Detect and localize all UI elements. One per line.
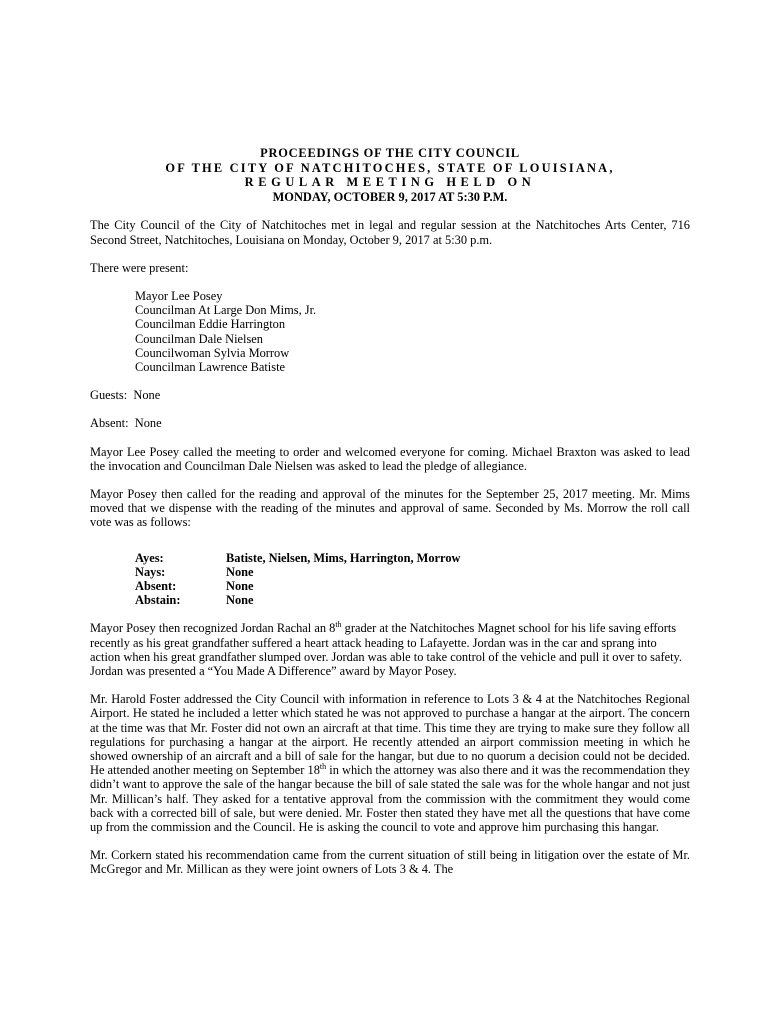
vote-label: Absent: (135, 579, 177, 594)
vote-value: None (226, 593, 254, 608)
jordan-text-end: grader at the Natchitoches Magnet school for his life saving efforts recently as his great grandfather suffered a heart attack heading to Lafayette. Jordan was in the car and sprang into action when his great grandfather slumped over. Jordan was able to take control of the vehicle and pull it over to safety. Jordan was presented a “You Made A Difference” award by Mayor Posey. (90, 621, 683, 679)
ordinal-suffix: th (335, 620, 342, 630)
jordan-paragraph (90, 621, 690, 678)
present-item: Councilman At Large Don Mims, Jr. (135, 303, 317, 318)
foster-text-start: Mr. Harold Foster addressed the City Council with information in reference to Lots 3 & 4 at the Natchitoches Regional Airport. He stated he included a letter which stated he was not approved to purchase a hangar at the airport. The concern at the time was that Mr. Foster did not own an aircraft at that time. This time they are trying to make sure they follow all regulations for purchasing a hangar at the airport. He recently attended an airport commission meeting in which he showed ownership of an aircraft and a bill of sale for the hangar, but due to no quorum a decision could not be decided. He attended another meeting on September 18 (90, 692, 690, 778)
foster-text-end: in which the attorney was also there and it was the recommendation they didn’t want to approve the sale of the hangar because the bill of sale stated the sale was for the whole hangar and not just Mr. Millican’s half. They asked for a tentative approval from the commission with the commitment they would come back with a corrected bill of sale, but were denied. Mr. Foster then stated they have met all the questions that have come up from the commission and the Council. He is asking the council to vote and approve him purchasing this hangar. (90, 763, 690, 835)
present-item: Councilman Dale Nielsen (135, 331, 264, 346)
present-label: There were present: (90, 260, 189, 275)
vote-value: Batiste, Nielsen, Mims, Harrington, Morrow (226, 550, 461, 565)
heading-line-4: MONDAY, OCTOBER 9, 2017 AT 5:30 P.M. (272, 189, 508, 204)
present-item: Mayor Lee Posey (135, 288, 223, 303)
vote-row-nays (135, 565, 690, 579)
vote-row-abstain (135, 593, 690, 607)
vote-row-ayes (135, 551, 690, 565)
ordinal-suffix: th (319, 762, 327, 772)
present-item: Councilman Lawrence Batiste (135, 360, 286, 374)
vote-label: Ayes: (135, 550, 164, 565)
guests-line: Guests: None (90, 388, 161, 403)
foster-paragraph (90, 692, 690, 834)
call-to-order-paragraph: Mayor Lee Posey called the meeting to order and welcomed everyone for coming. Michael Braxton was asked to lead the invocation and Councilman Dale Nielsen was asked to lead the pledge of allegiance. (90, 444, 690, 473)
vote-value: None (226, 579, 254, 594)
present-item: Councilman Eddie Harrington (135, 317, 286, 332)
heading-line-1: PROCEEDINGS OF THE CITY COUNCIL (260, 146, 520, 160)
corkern-paragraph: Mr. Corkern stated his recommendation came from the current situation of still being in litigation over the estate of Mr. McGregor and Mr. Millican as they were joint owners of Lots 3 & 4. The (90, 848, 690, 877)
document-page (90, 146, 690, 891)
vote-row-absent (135, 579, 690, 593)
heading-line-3: REGULAR MEETING HELD ON (244, 175, 536, 190)
heading-line-2: OF THE CITY OF NATCHITOCHES, STATE OF LOUISIANA, (165, 160, 615, 175)
present-list (135, 289, 690, 374)
vote-label: Abstain: (135, 593, 181, 608)
absent-line: Absent: None (90, 416, 162, 431)
intro-paragraph: The City Council of the City of Natchitoches met in legal and regular session at the Natchitoches Arts Center, 716 Second Street, Natchitoches, Louisiana on Monday, October 9, 2017 at 5:30 p.m. (90, 218, 690, 247)
document-heading (90, 146, 690, 204)
roll-call-vote (135, 551, 690, 608)
jordan-text-start: Mayor Posey then recognized Jordan Rachal an 8 (90, 621, 336, 636)
present-item: Councilwoman Sylvia Morrow (135, 345, 290, 360)
vote-label: Nays: (135, 564, 166, 579)
vote-value: None (226, 564, 254, 579)
minutes-paragraph: Mayor Posey then called for the reading and approval of the minutes for the September 25, 2017 meeting. Mr. Mims moved that we dispense with the reading of the minutes and approval of same. Seconded by Ms. Morrow the roll call vote was as follows: (90, 487, 690, 530)
